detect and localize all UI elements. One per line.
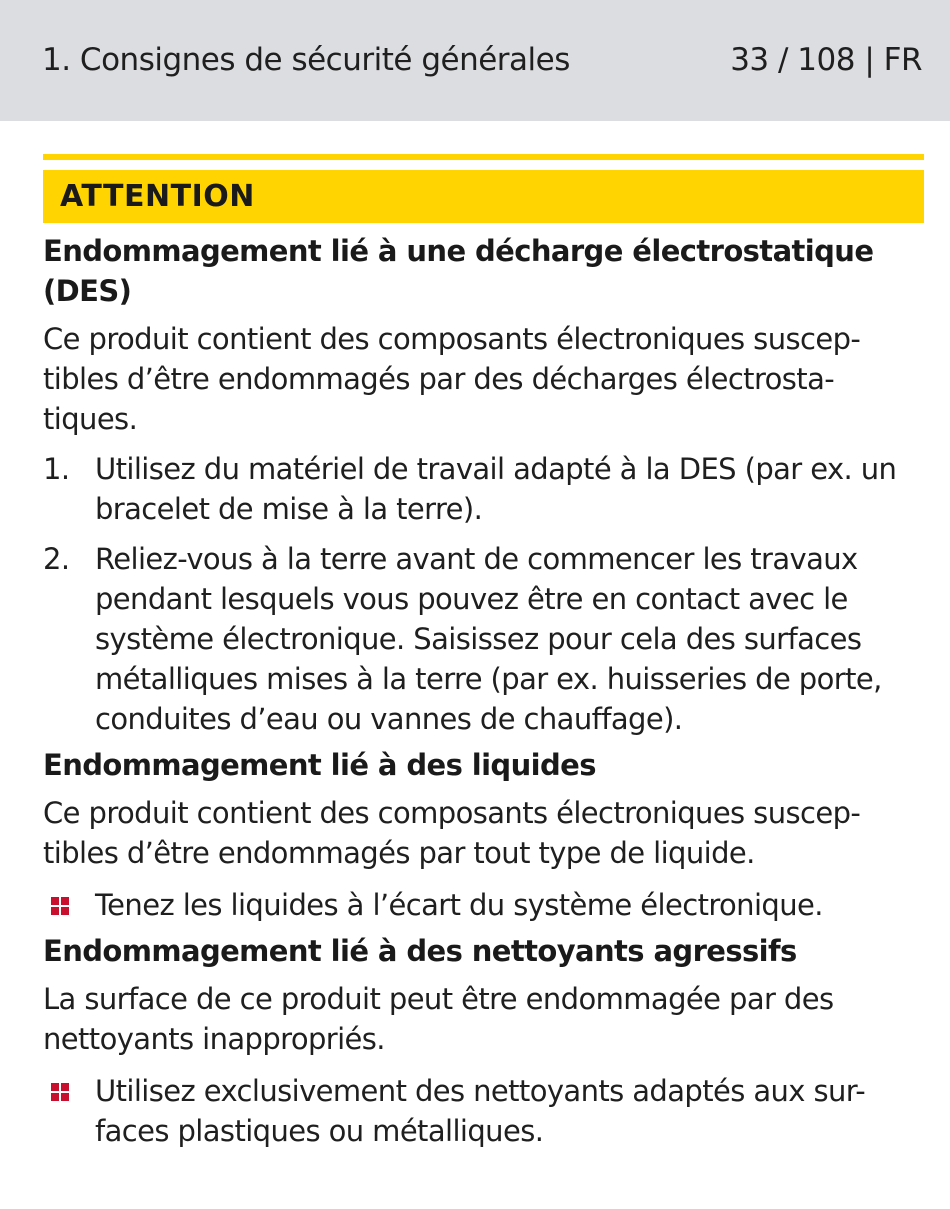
liquids-description: Ce produit contient des composants électroniques suscep- tibles d’être endommagés par tout type de liquide. xyxy=(43,796,861,870)
step-number: 2. xyxy=(43,542,70,576)
esd-step-2 xyxy=(43,539,924,739)
notice-top-rule xyxy=(43,154,924,160)
page-indicator: 33 / 108 | FR xyxy=(730,42,922,78)
red-grid-bullet-icon xyxy=(43,885,95,925)
step-number: 1. xyxy=(43,452,70,486)
step-text: Reliez-vous à la terre avant de commencer les travaux pendant lesquels vous pouvez être en contact avec le système électronique. Saisissez pour cela des surfaces métalliques mises à la terre (par ex. huisseries de porte, conduites d’eau ou vannes de chauffage). xyxy=(95,542,882,736)
cleaners-bullet xyxy=(43,1071,924,1151)
step-text: Utilisez du matériel de travail adapté à la DES (par ex. un bracelet de mise à la terre). xyxy=(95,452,897,526)
page-header xyxy=(0,0,950,121)
attention-bar xyxy=(43,170,924,223)
liquids-bullet xyxy=(43,885,924,925)
attention-label: ATTENTION xyxy=(60,179,255,214)
cleaners-description: La surface de ce produit peut être endommagée par des nettoyants inappropriés. xyxy=(43,982,834,1056)
section-title: 1. Consignes de sécurité générales xyxy=(42,42,570,78)
red-grid-bullet-icon xyxy=(43,1071,95,1111)
bullet-text: Tenez les liquides à l’écart du système électronique. xyxy=(95,888,823,922)
esd-description: Ce produit contient des composants électroniques suscep- tibles d’être endommagés par des décharges électrosta- tiques. xyxy=(43,322,861,436)
liquids-heading: Endommagement lié à des liquides xyxy=(43,748,596,782)
cleaners-heading: Endommagement lié à des nettoyants agressifs xyxy=(43,934,797,968)
safety-notice xyxy=(43,154,924,1151)
bullet-text: Utilisez exclusivement des nettoyants adaptés aux sur- faces plastiques ou métalliques. xyxy=(95,1074,866,1148)
esd-heading: Endommagement lié à une décharge électrostatique (DES) xyxy=(43,234,874,308)
esd-step-1 xyxy=(43,449,924,529)
